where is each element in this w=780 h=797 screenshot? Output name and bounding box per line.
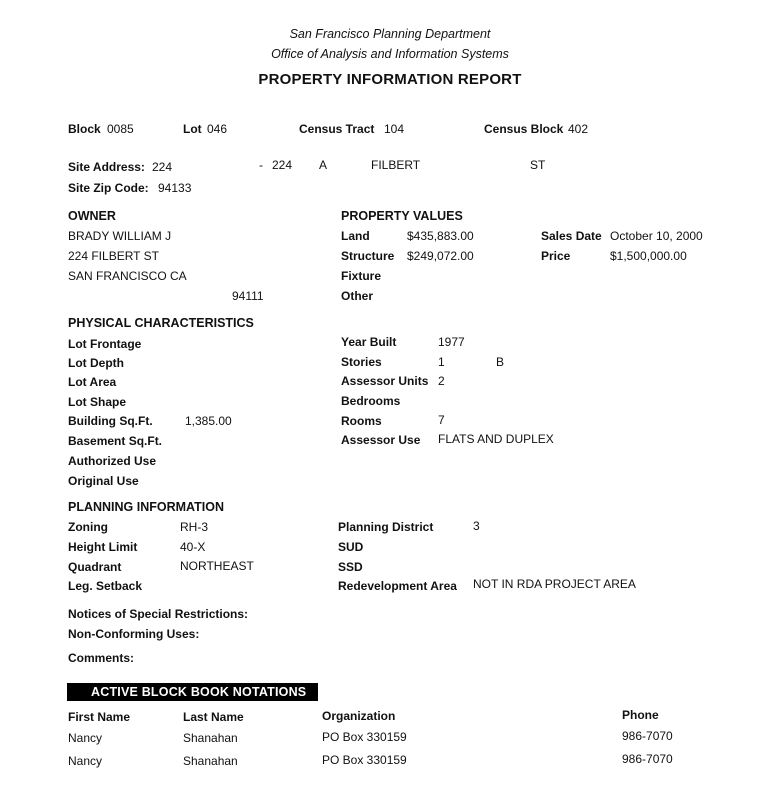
year-built-label: Year Built	[341, 335, 397, 349]
assessor-units-label: Assessor Units	[341, 374, 429, 388]
office-name: Office of Analysis and Information Systems	[271, 47, 509, 61]
owner-city: SAN FRANCISCO CA	[68, 269, 187, 283]
planning-heading: PLANNING INFORMATION	[68, 500, 225, 514]
row-phone: 986-7070	[622, 752, 673, 766]
stories-code: B	[496, 355, 505, 369]
street-type: ST	[530, 158, 546, 172]
special-restrictions-label: Notices of Special Restrictions:	[68, 607, 249, 621]
planning-district-label: Planning District	[338, 520, 434, 534]
assessor-use-value: FLATS AND DUPLEX	[438, 432, 554, 446]
building-sqft-label: Building Sq.Ft.	[68, 414, 153, 428]
year-built-value: 1977	[438, 335, 465, 349]
lot-frontage-label: Lot Frontage	[68, 337, 142, 351]
street-number-to: 224	[272, 158, 293, 172]
other-label: Other	[341, 289, 374, 303]
original-use-label: Original Use	[68, 474, 139, 488]
ssd-label: SSD	[338, 560, 363, 574]
zoning-label: Zoning	[68, 520, 108, 534]
redevelopment-value: NOT IN RDA PROJECT AREA	[473, 577, 636, 591]
sales-date-label: Sales Date	[541, 229, 602, 243]
owner-zip: 94111	[232, 289, 264, 303]
land-label: Land	[341, 229, 370, 243]
census-tract-label: Census Tract	[299, 122, 375, 136]
stories-value: 1	[438, 355, 445, 369]
basement-sqft-label: Basement Sq.Ft.	[68, 434, 163, 448]
price-value: $1,500,000.00	[610, 249, 687, 263]
column-header-organization: Organization	[322, 709, 396, 723]
quadrant-label: Quadrant	[68, 560, 122, 574]
census-block-value: 402	[568, 122, 589, 136]
height-limit-label: Height Limit	[68, 540, 138, 554]
row-first-name: Nancy	[68, 754, 103, 768]
census-tract-value: 104	[384, 122, 405, 136]
physical-heading: PHYSICAL CHARACTERISTICS	[68, 316, 254, 330]
quadrant-value: NORTHEAST	[180, 559, 254, 573]
address-dash: -	[259, 158, 263, 172]
site-address-label: Site Address:	[68, 160, 145, 174]
non-conforming-label: Non-Conforming Uses:	[68, 627, 200, 641]
row-phone: 986-7070	[622, 729, 673, 743]
address-unit: A	[319, 158, 328, 172]
comments-label: Comments:	[68, 651, 135, 665]
bedrooms-label: Bedrooms	[341, 394, 401, 408]
site-zip-label: Site Zip Code:	[68, 181, 149, 195]
assessor-units-value: 2	[438, 374, 445, 388]
planning-district-value: 3	[473, 519, 480, 533]
structure-label: Structure	[341, 249, 395, 263]
leg-setback-label: Leg. Setback	[68, 579, 143, 593]
row-organization: PO Box 330159	[322, 730, 407, 744]
structure-value: $249,072.00	[407, 249, 474, 263]
column-header-last-name: Last Name	[183, 710, 244, 724]
land-value: $435,883.00	[407, 229, 474, 243]
property-values-heading: PROPERTY VALUES	[341, 209, 463, 223]
column-header-first-name: First Name	[68, 710, 131, 724]
owner-name: BRADY WILLIAM J	[68, 229, 172, 243]
site-zip-value: 94133	[158, 181, 192, 195]
sales-date-value: October 10, 2000	[610, 229, 703, 243]
block-value: 0085	[107, 122, 134, 136]
fixture-label: Fixture	[341, 269, 382, 283]
notations-banner: ACTIVE BLOCK BOOK NOTATIONS	[67, 683, 318, 701]
authorized-use-label: Authorized Use	[68, 454, 157, 468]
row-organization: PO Box 330159	[322, 753, 407, 767]
street-number-from: 224	[152, 160, 173, 174]
lot-depth-label: Lot Depth	[68, 356, 124, 370]
lot-shape-label: Lot Shape	[68, 395, 127, 409]
row-first-name: Nancy	[68, 731, 103, 745]
lot-value: 046	[207, 122, 228, 136]
redevelopment-label: Redevelopment Area	[338, 579, 457, 593]
owner-street: 224 FILBERT ST	[68, 249, 159, 263]
rooms-label: Rooms	[341, 414, 382, 428]
rooms-value: 7	[438, 413, 445, 427]
block-label: Block	[68, 122, 101, 136]
sud-label: SUD	[338, 540, 364, 554]
row-last-name: Shanahan	[183, 754, 238, 768]
owner-heading: OWNER	[68, 209, 116, 223]
height-limit-value: 40-X	[180, 540, 206, 554]
stories-label: Stories	[341, 355, 382, 369]
street-name: FILBERT	[371, 158, 421, 172]
lot-label: Lot	[183, 122, 202, 136]
building-sqft-value: 1,385.00	[185, 414, 232, 428]
row-last-name: Shanahan	[183, 731, 238, 745]
lot-area-label: Lot Area	[68, 375, 117, 389]
agency-name: San Francisco Planning Department	[289, 27, 491, 41]
column-header-phone: Phone	[622, 708, 659, 722]
zoning-value: RH-3	[180, 520, 209, 534]
assessor-use-label: Assessor Use	[341, 433, 421, 447]
report-title: PROPERTY INFORMATION REPORT	[258, 71, 522, 88]
census-block-label: Census Block	[484, 122, 564, 136]
price-label: Price	[541, 249, 571, 263]
